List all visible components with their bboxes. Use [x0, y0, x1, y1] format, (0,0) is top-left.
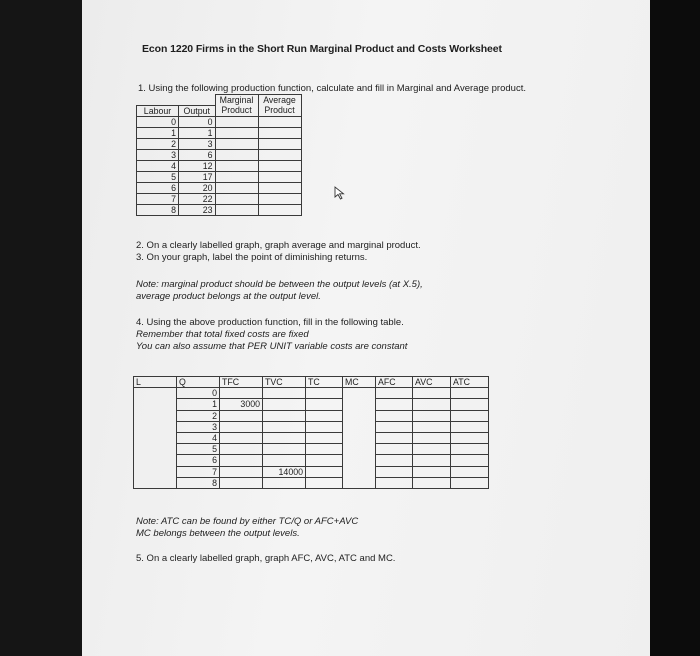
question-4-note-variable: You can also assume that PER UNIT variable costs are constant	[136, 341, 408, 352]
table-row	[134, 466, 489, 477]
table-row	[137, 171, 302, 182]
tc-cell[interactable]	[306, 421, 343, 432]
afc-cell[interactable]	[376, 399, 413, 410]
production-table	[136, 94, 302, 216]
table-row	[137, 160, 302, 171]
header-q: Q	[177, 377, 220, 388]
table-row	[134, 455, 489, 466]
q-cell: 0	[177, 388, 220, 399]
header-l: L	[134, 377, 177, 388]
ap-cell[interactable]	[258, 127, 301, 138]
mp-cell[interactable]	[215, 171, 258, 182]
ap-cell[interactable]	[258, 193, 301, 204]
mouse-pointer-icon	[334, 186, 346, 200]
avc-cell[interactable]	[413, 455, 451, 466]
table-row	[137, 149, 302, 160]
tc-cell[interactable]	[306, 466, 343, 477]
labour-cell: 4	[137, 160, 179, 171]
cost-table	[133, 376, 489, 489]
question-3: 3. On your graph, label the point of diminishing returns.	[136, 252, 368, 263]
atc-cell[interactable]	[451, 466, 489, 477]
mc-cell[interactable]	[343, 399, 376, 410]
table-row	[137, 127, 302, 138]
tc-cell[interactable]	[306, 410, 343, 421]
tc-cell[interactable]	[306, 399, 343, 410]
output-cell: 1	[179, 127, 216, 138]
avc-cell[interactable]	[413, 466, 451, 477]
output-cell: 12	[179, 160, 216, 171]
table-row	[134, 421, 489, 432]
header-mc: MC	[343, 377, 376, 388]
mc-cell[interactable]	[343, 477, 376, 488]
afc-cell[interactable]	[376, 421, 413, 432]
atc-cell[interactable]	[451, 388, 489, 399]
table-row	[134, 388, 489, 399]
avc-cell[interactable]	[413, 444, 451, 455]
header-labour: Labour	[137, 105, 179, 116]
question-4-note-fixed: Remember that total fixed costs are fixed	[136, 329, 309, 340]
mp-cell[interactable]	[215, 138, 258, 149]
atc-cell[interactable]	[451, 421, 489, 432]
table-row	[134, 444, 489, 455]
q-cell: 3	[177, 421, 220, 432]
table-row	[137, 193, 302, 204]
mc-cell[interactable]	[343, 410, 376, 421]
tc-cell[interactable]	[306, 432, 343, 443]
avc-cell[interactable]	[413, 410, 451, 421]
avc-cell[interactable]	[413, 421, 451, 432]
tfc-value: 3000	[220, 399, 263, 410]
afc-cell[interactable]	[376, 466, 413, 477]
labour-cell: 7	[137, 193, 179, 204]
labour-cell[interactable]	[134, 388, 177, 399]
header-output: Output	[179, 105, 216, 116]
ap-cell[interactable]	[258, 204, 301, 215]
mc-cell[interactable]	[343, 388, 376, 399]
tvc-cell[interactable]	[263, 477, 306, 488]
tfc-cell[interactable]	[220, 455, 263, 466]
tfc-cell[interactable]	[220, 410, 263, 421]
mc-cell[interactable]	[343, 421, 376, 432]
question-4: 4. Using the above production function, fill in the following table.	[136, 317, 404, 328]
afc-cell[interactable]	[376, 477, 413, 488]
labour-cell[interactable]	[134, 410, 177, 421]
atc-cell[interactable]	[451, 477, 489, 488]
q-cell: 2	[177, 410, 220, 421]
atc-cell[interactable]	[451, 410, 489, 421]
tc-cell[interactable]	[306, 477, 343, 488]
tvc-value: 14000	[263, 466, 306, 477]
header-tfc: TFC	[220, 377, 263, 388]
output-cell: 20	[179, 182, 216, 193]
tvc-cell[interactable]	[263, 455, 306, 466]
tfc-cell[interactable]	[220, 444, 263, 455]
atc-cell[interactable]	[451, 432, 489, 443]
tfc-cell[interactable]	[220, 432, 263, 443]
header-avc: AVC	[413, 377, 451, 388]
header-average: Average	[258, 95, 301, 106]
labour-cell: 3	[137, 149, 179, 160]
mp-cell[interactable]	[215, 193, 258, 204]
tfc-cell[interactable]	[220, 477, 263, 488]
atc-cell[interactable]	[451, 455, 489, 466]
ap-cell[interactable]	[258, 171, 301, 182]
output-cell: 17	[179, 171, 216, 182]
table-row	[137, 182, 302, 193]
tvc-cell[interactable]	[263, 421, 306, 432]
question-2: 2. On a clearly labelled graph, graph average and marginal product.	[136, 240, 421, 251]
tfc-cell[interactable]	[220, 421, 263, 432]
q-cell: 7	[177, 466, 220, 477]
note-1-line-2: average product belongs at the output level.	[136, 291, 321, 302]
ap-cell[interactable]	[258, 138, 301, 149]
q-cell: 1	[177, 399, 220, 410]
labour-cell: 1	[137, 127, 179, 138]
tc-cell[interactable]	[306, 388, 343, 399]
header-afc: AFC	[376, 377, 413, 388]
q-cell: 5	[177, 444, 220, 455]
labour-cell: 5	[137, 171, 179, 182]
labour-cell: 8	[137, 204, 179, 215]
labour-cell[interactable]	[134, 421, 177, 432]
afc-cell[interactable]	[376, 455, 413, 466]
labour-cell[interactable]	[134, 399, 177, 410]
atc-cell[interactable]	[451, 399, 489, 410]
mp-cell[interactable]	[215, 204, 258, 215]
question-5: 5. On a clearly labelled graph, graph AFC, AVC, ATC and MC.	[136, 553, 396, 564]
header-marginal-product: Product	[215, 105, 258, 116]
tvc-cell[interactable]	[263, 444, 306, 455]
afc-cell[interactable]	[376, 410, 413, 421]
tvc-cell[interactable]	[263, 410, 306, 421]
table-row	[134, 432, 489, 443]
tvc-cell[interactable]	[263, 388, 306, 399]
afc-cell[interactable]	[376, 444, 413, 455]
mp-cell[interactable]	[215, 182, 258, 193]
labour-cell: 6	[137, 182, 179, 193]
avc-cell[interactable]	[413, 477, 451, 488]
labour-cell[interactable]	[134, 477, 177, 488]
atc-cell[interactable]	[451, 444, 489, 455]
mc-cell[interactable]	[343, 444, 376, 455]
table-row	[134, 399, 489, 410]
labour-cell[interactable]	[134, 444, 177, 455]
output-cell: 23	[179, 204, 216, 215]
note-1-line-1: Note: marginal product should be between the output levels (at X.5),	[136, 279, 423, 290]
labour-cell: 2	[137, 138, 179, 149]
mp-cell[interactable]	[215, 127, 258, 138]
avc-cell[interactable]	[413, 388, 451, 399]
ap-cell[interactable]	[258, 182, 301, 193]
table-row	[137, 204, 302, 215]
output-cell: 0	[179, 116, 216, 127]
output-cell: 6	[179, 149, 216, 160]
question-1: 1. Using the following production function, calculate and fill in Marginal and Average product.	[138, 83, 526, 94]
q-cell: 8	[177, 477, 220, 488]
labour-cell[interactable]	[134, 455, 177, 466]
header-average-product: Product	[258, 105, 301, 116]
header-tvc: TVC	[263, 377, 306, 388]
mc-cell[interactable]	[343, 432, 376, 443]
mc-cell[interactable]	[343, 466, 376, 477]
output-cell: 22	[179, 193, 216, 204]
table-row	[134, 410, 489, 421]
table-row	[137, 138, 302, 149]
worksheet-title: Econ 1220 Firms in the Short Run Marginal Product and Costs Worksheet	[142, 43, 502, 55]
tvc-cell[interactable]	[263, 432, 306, 443]
table-row	[134, 477, 489, 488]
labour-cell: 0	[137, 116, 179, 127]
tc-cell[interactable]	[306, 455, 343, 466]
q-cell: 4	[177, 432, 220, 443]
afc-cell[interactable]	[376, 432, 413, 443]
afc-cell[interactable]	[376, 388, 413, 399]
tfc-cell[interactable]	[220, 466, 263, 477]
header-tc: TC	[306, 377, 343, 388]
labour-cell[interactable]	[134, 432, 177, 443]
tfc-cell[interactable]	[220, 388, 263, 399]
ap-cell[interactable]	[258, 116, 301, 127]
note-2-line-1: Note: ATC can be found by either TC/Q or AFC+AVC	[136, 516, 359, 527]
mp-cell[interactable]	[215, 149, 258, 160]
table-row	[137, 116, 302, 127]
mc-cell[interactable]	[343, 455, 376, 466]
header-marginal: Marginal	[215, 95, 258, 106]
avc-cell[interactable]	[413, 432, 451, 443]
ap-cell[interactable]	[258, 149, 301, 160]
labour-cell[interactable]	[134, 466, 177, 477]
mp-cell[interactable]	[215, 160, 258, 171]
avc-cell[interactable]	[413, 399, 451, 410]
note-2-line-2: MC belongs between the output levels.	[136, 528, 300, 539]
tc-cell[interactable]	[306, 444, 343, 455]
header-atc: ATC	[451, 377, 489, 388]
output-cell: 3	[179, 138, 216, 149]
ap-cell[interactable]	[258, 160, 301, 171]
tvc-cell[interactable]	[263, 399, 306, 410]
q-cell: 6	[177, 455, 220, 466]
